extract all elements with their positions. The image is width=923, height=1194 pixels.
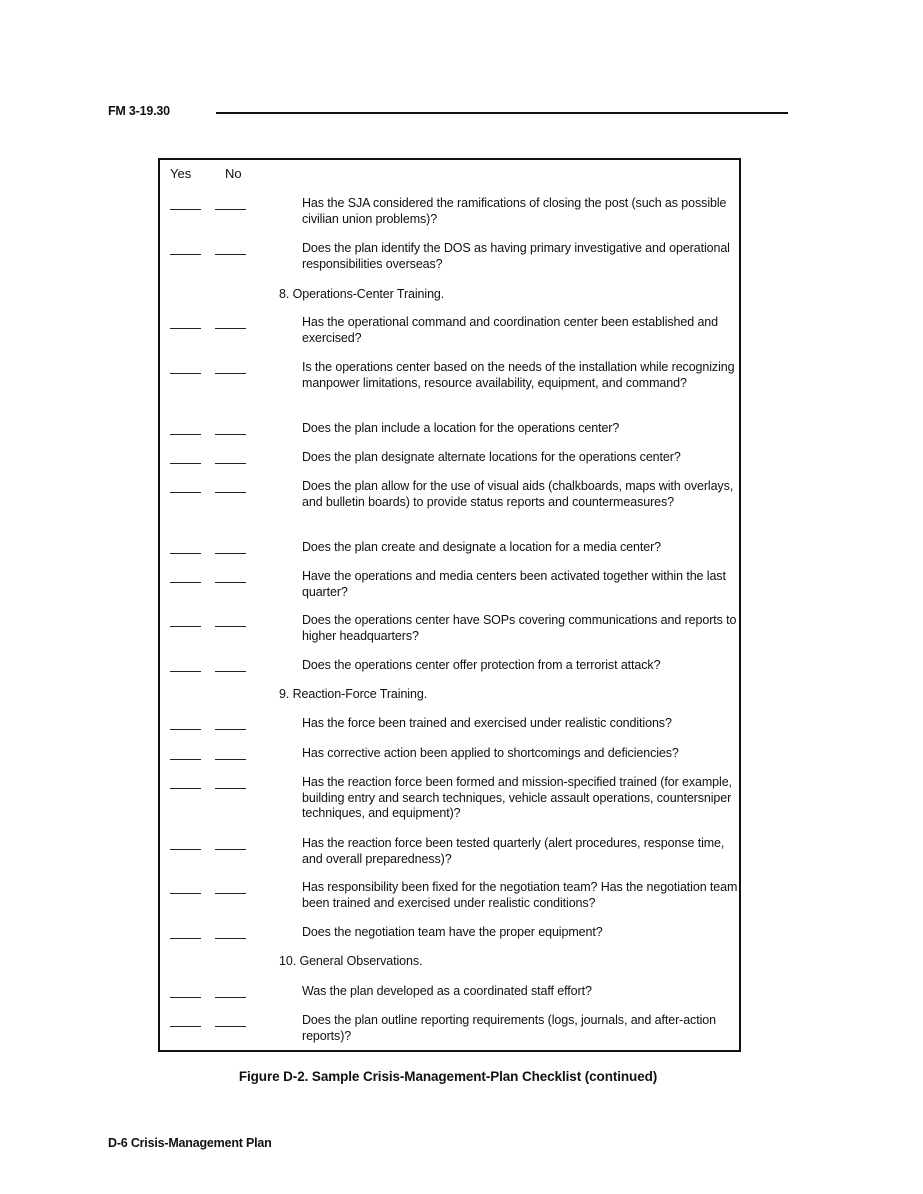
no-answer-blank[interactable] [215, 328, 246, 329]
yes-answer-blank[interactable] [170, 582, 201, 583]
yes-answer-blank[interactable] [170, 328, 201, 329]
yes-answer-blank[interactable] [170, 209, 201, 210]
yes-answer-blank[interactable] [170, 373, 201, 374]
yes-answer-blank[interactable] [170, 626, 201, 627]
checklist-question: Does the operations center offer protection from a terrorist attack? [302, 658, 661, 672]
checklist-question: Does the negotiation team have the proper equipment? [302, 925, 603, 939]
no-answer-blank[interactable] [215, 759, 246, 760]
checklist-question: Has the SJA considered the ramifications of closing the post (such as possible civilian union problems)? [302, 196, 727, 226]
checklist-question: Does the plan include a location for the operations center? [302, 421, 620, 435]
no-answer-blank[interactable] [215, 893, 246, 894]
no-answer-blank[interactable] [215, 997, 246, 998]
checklist-question: Was the plan developed as a coordinated staff effort? [302, 984, 592, 998]
yes-answer-blank[interactable] [170, 893, 201, 894]
yes-answer-blank[interactable] [170, 849, 201, 850]
checklist-question: Have the operations and media centers been activated together within the last quarter? [302, 569, 726, 599]
yes-answer-blank[interactable] [170, 1026, 201, 1027]
no-answer-blank[interactable] [215, 729, 246, 730]
no-answer-blank[interactable] [215, 373, 246, 374]
checklist-question: Does the operations center have SOPs covering communications and reports to higher headquarters? [302, 613, 737, 643]
page-footer-label: D-6 Crisis-Management Plan [108, 1136, 272, 1150]
yes-answer-blank[interactable] [170, 434, 201, 435]
yes-answer-blank[interactable] [170, 729, 201, 730]
checklist-question: Does the plan outline reporting requirements (logs, journals, and after-action reports)? [302, 1013, 716, 1043]
yes-answer-blank[interactable] [170, 997, 201, 998]
no-answer-blank[interactable] [215, 671, 246, 672]
page-header-label: FM 3-19.30 [108, 104, 170, 118]
checklist-section-title: 10. General Observations. [279, 954, 423, 968]
yes-answer-blank[interactable] [170, 463, 201, 464]
yes-answer-blank[interactable] [170, 671, 201, 672]
no-answer-blank[interactable] [215, 582, 246, 583]
checklist-question: Does the plan designate alternate locations for the operations center? [302, 450, 681, 464]
no-answer-blank[interactable] [215, 788, 246, 789]
checklist-question: Has the operational command and coordination center been established and exercised? [302, 315, 719, 345]
checklist-question: Does the plan allow for the use of visual aids (chalkboards, maps with overlays, and bulletin boards) to provide status reports and countermeasures? [302, 479, 734, 509]
yes-answer-blank[interactable] [170, 788, 201, 789]
yes-answer-blank[interactable] [170, 492, 201, 493]
no-answer-blank[interactable] [215, 463, 246, 464]
yes-answer-blank[interactable] [170, 938, 201, 939]
checklist-question: Has the force been trained and exercised under realistic conditions? [302, 716, 672, 730]
no-answer-blank[interactable] [215, 1026, 246, 1027]
yes-column-header: Yes [170, 166, 192, 181]
header-rule [216, 112, 788, 114]
no-answer-blank[interactable] [215, 553, 246, 554]
checklist-question: Does the plan identify the DOS as having primary investigative and operational responsibilities overseas? [302, 241, 730, 271]
yes-answer-blank[interactable] [170, 759, 201, 760]
yes-answer-blank[interactable] [170, 553, 201, 554]
checklist-section-title: 8. Operations-Center Training. [279, 287, 445, 301]
no-answer-blank[interactable] [215, 209, 246, 210]
figure-caption: Figure D-2. Sample Crisis-Management-Plan Checklist (continued) [238, 1069, 658, 1084]
no-answer-blank[interactable] [215, 626, 246, 627]
no-answer-blank[interactable] [215, 492, 246, 493]
checklist-question: Has the reaction force been formed and mission-specified trained (for example, building entry and search techniques, vehicle assault operations, countersniper techniques, and equipment)? [302, 775, 732, 821]
checklist-question: Is the operations center based on the needs of the installation while recognizing manpower limitations, resource availability, equipment, and command? [302, 360, 735, 390]
checklist-box [158, 158, 741, 1052]
no-answer-blank[interactable] [215, 434, 246, 435]
no-answer-blank[interactable] [215, 254, 246, 255]
checklist-question: Has responsibility been fixed for the negotiation team? Has the negotiation team been trained and exercised under realistic conditions? [302, 880, 738, 910]
checklist-question: Has corrective action been applied to shortcomings and deficiencies? [302, 746, 679, 760]
checklist-question: Has the reaction force been tested quarterly (alert procedures, response time, and overall preparedness)? [302, 836, 725, 866]
checklist-question: Does the plan create and designate a location for a media center? [302, 540, 662, 554]
no-answer-blank[interactable] [215, 938, 246, 939]
no-column-header: No [225, 166, 242, 181]
yes-answer-blank[interactable] [170, 254, 201, 255]
checklist-section-title: 9. Reaction-Force Training. [279, 687, 428, 701]
no-answer-blank[interactable] [215, 849, 246, 850]
